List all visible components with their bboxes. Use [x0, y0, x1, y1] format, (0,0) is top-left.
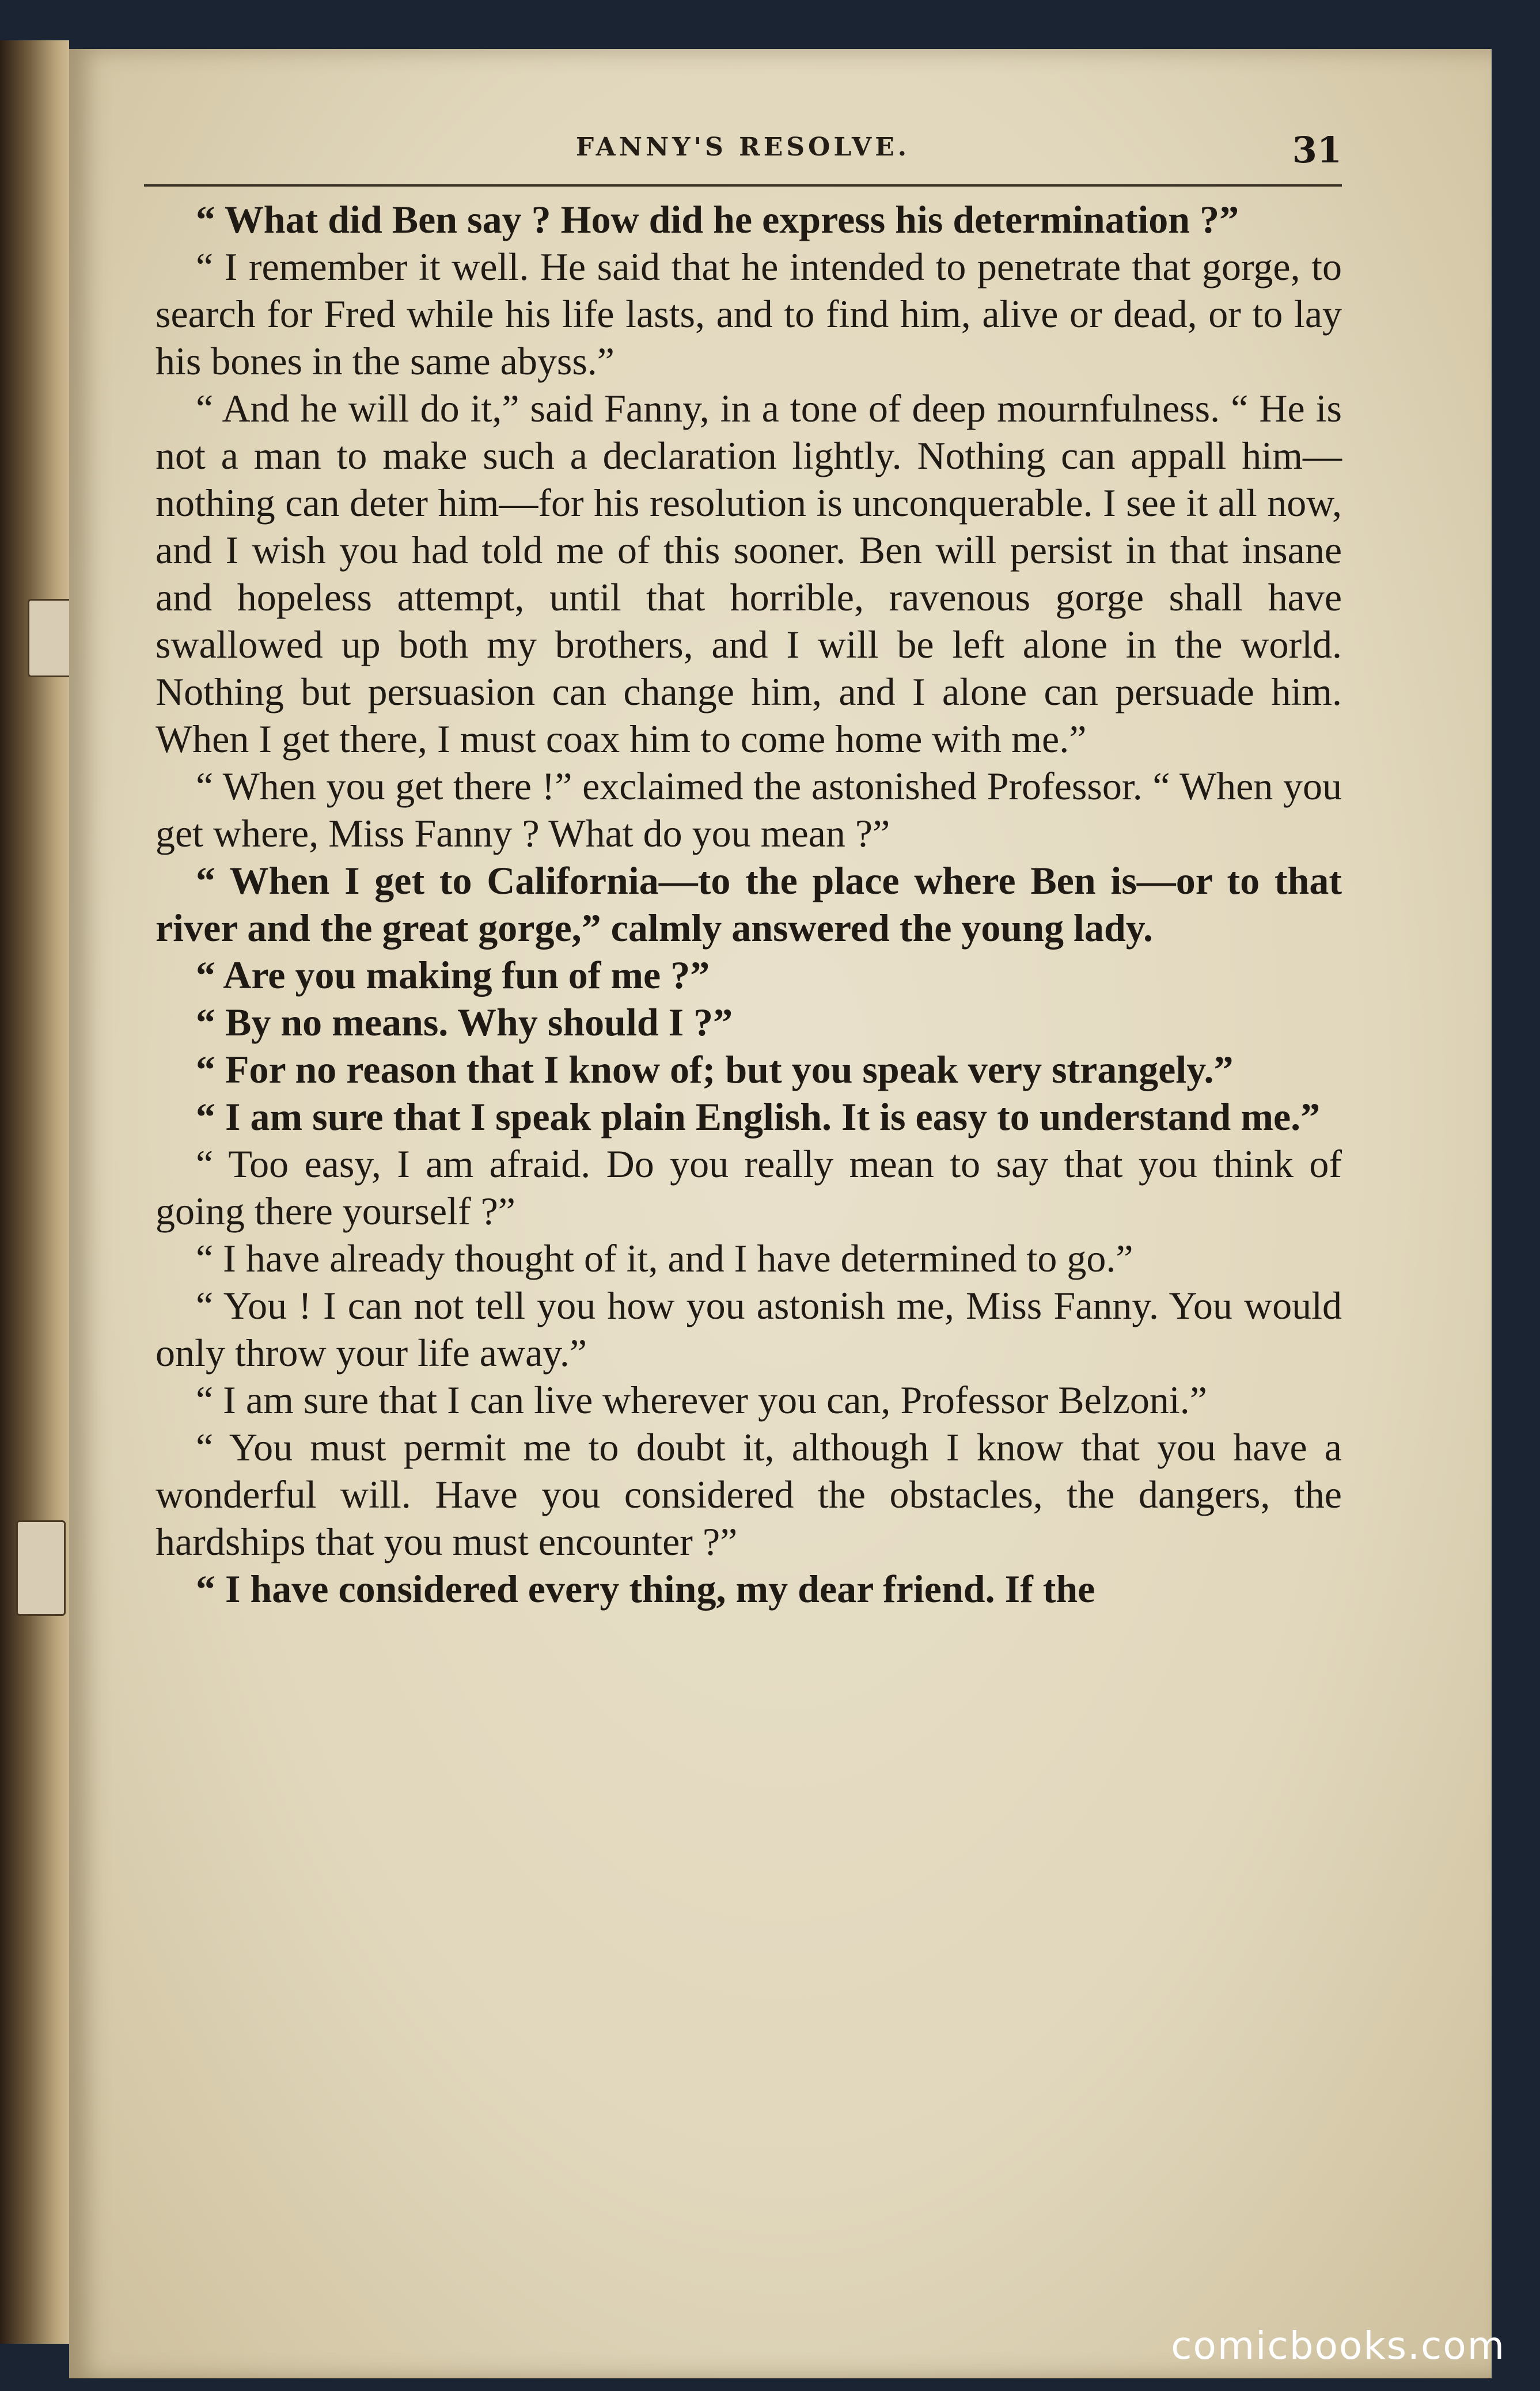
paragraph: “ When I get to California—to the place where Ben is—or to that river and the great gorge,” calmly answered the young lady. — [155, 859, 1342, 950]
paragraph: “ I am sure that I speak plain English. It is easy to understand me.” — [196, 1095, 1321, 1138]
paragraph: “ I have already thought of it, and I have determined to go.” — [196, 1236, 1133, 1280]
paragraph: “ When you get there !” exclaimed the astonished Professor. “ When you get where, Miss Fanny ? What do you mean ?” — [155, 764, 1342, 855]
paragraph: “ By no means. Why should I ?” — [196, 1000, 733, 1044]
paragraph: “ You ! I can not tell you how you astonish me, Miss Fanny. You would only throw your life away.” — [155, 1284, 1342, 1375]
watermark: comicbooks.com — [1171, 2324, 1505, 2368]
paragraph: “ I have considered every thing, my dear friend. If the — [196, 1567, 1095, 1611]
running-head — [144, 121, 1342, 187]
paragraph: “ What did Ben say ? How did he express his determination ?” — [196, 198, 1239, 241]
paragraph: “ For no reason that I know of; but you speak very strangely.” — [196, 1048, 1234, 1091]
running-head-title: FANNY'S RESOLVE. — [575, 132, 911, 162]
paragraph: “ You must permit me to doubt it, although I know that you have a wonderful will. Have you considered the obstacles, the dangers, the hardships that you must encounter ?” — [155, 1425, 1342, 1563]
page-number: 31 — [1292, 129, 1342, 171]
paragraph: “ And he will do it,” said Fanny, in a tone of deep mournfulness. “ He is not a man to make such a declaration lightly. Nothing can appall him—nothing can deter him—for his resolution is unconquerable. I see it all now, and I wish you had told me of this sooner. Ben will persist in that insane and hopeless attempt, until that horrible, ravenous gorge shall have swallowed up both my brothers, and I will be left alone in the world. Nothing but persuasion can change him, and I alone can persuade him. When I get there, I must coax him to come home with me.” — [155, 386, 1342, 761]
paragraph: “ I remember it well. He said that he intended to penetrate that gorge, to search for Fred while his life lasts, and to find him, alive or dead, or to lay his bones in the same abyss.” — [155, 245, 1342, 383]
binding-tab-bottom — [16, 1520, 66, 1616]
paragraph: “ Too easy, I am afraid. Do you really mean to say that you think of going there yourself ?” — [155, 1142, 1342, 1233]
book-spine — [0, 40, 69, 2344]
paragraph: “ I am sure that I can live wherever you can, Professor Belzoni.” — [196, 1378, 1207, 1422]
body-text — [155, 196, 1342, 1612]
paragraph: “ Are you making fun of me ?” — [196, 953, 710, 997]
